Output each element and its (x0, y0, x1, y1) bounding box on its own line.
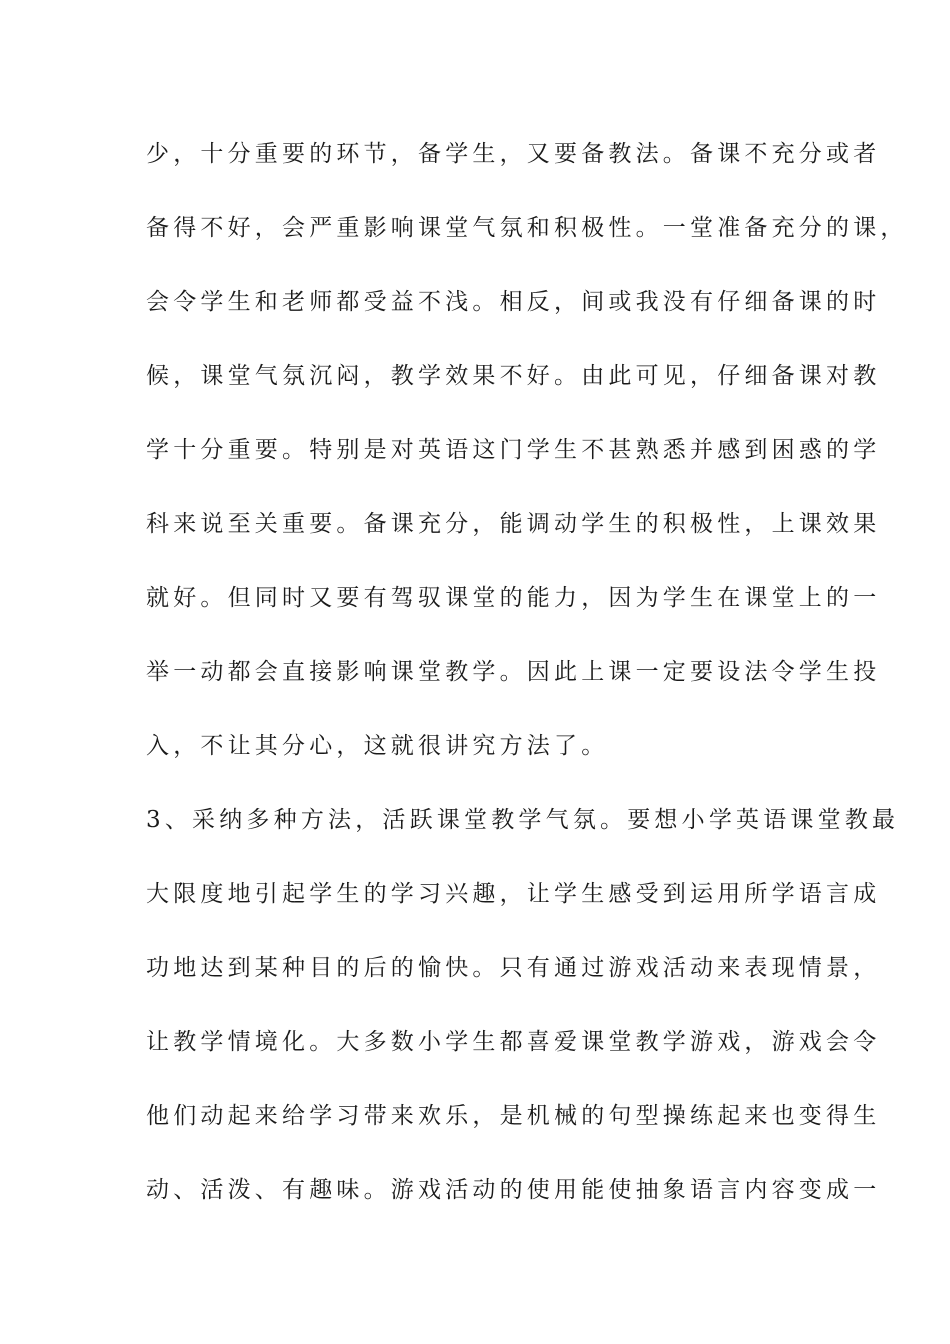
text-line: 他们动起来给学习带来欢乐，是机械的句型操练起来也变得生 (146, 1103, 881, 1129)
text-line: 举一动都会直接影响课堂教学。因此上课一定要设法令学生投 (146, 659, 881, 685)
text-line: 入，不让其分心，这就很讲究方法了。 (146, 733, 609, 759)
text-line: 让教学情境化。大多数小学生都喜爱课堂教学游戏，游戏会令 (146, 1029, 881, 1055)
text-line: 会令学生和老师都受益不浅。相反，间或我没有仔细备课的时 (146, 289, 881, 315)
text-line: 功地达到某种目的后的愉快。只有通过游戏活动来表现情景， (146, 955, 881, 981)
text-line: 大限度地引起学生的学习兴趣，让学生感受到运用所学语言成 (146, 881, 881, 907)
text-line: 候，课堂气氛沉闷，教学效果不好。由此可见，仔细备课对教 (146, 363, 881, 389)
text-line: 科来说至关重要。备课充分，能调动学生的积极性，上课效果 (146, 511, 881, 537)
text-line: 备得不好，会严重影响课堂气氛和积极性。一堂准备充分的课， (146, 215, 908, 241)
text-line: 动、活泼、有趣味。游戏活动的使用能使抽象语言内容变成一 (146, 1177, 881, 1203)
text-line: 学十分重要。特别是对英语这门学生不甚熟悉并感到困惑的学 (146, 437, 881, 463)
text-line: 少，十分重要的环节，备学生，又要备教法。备课不充分或者 (146, 141, 881, 167)
text-line: 就好。但同时又要有驾驭课堂的能力，因为学生在课堂上的一 (146, 585, 881, 611)
section-heading-line: 3、采纳多种方法，活跃课堂教学气氛。要想小学英语课堂教最 (146, 807, 900, 833)
